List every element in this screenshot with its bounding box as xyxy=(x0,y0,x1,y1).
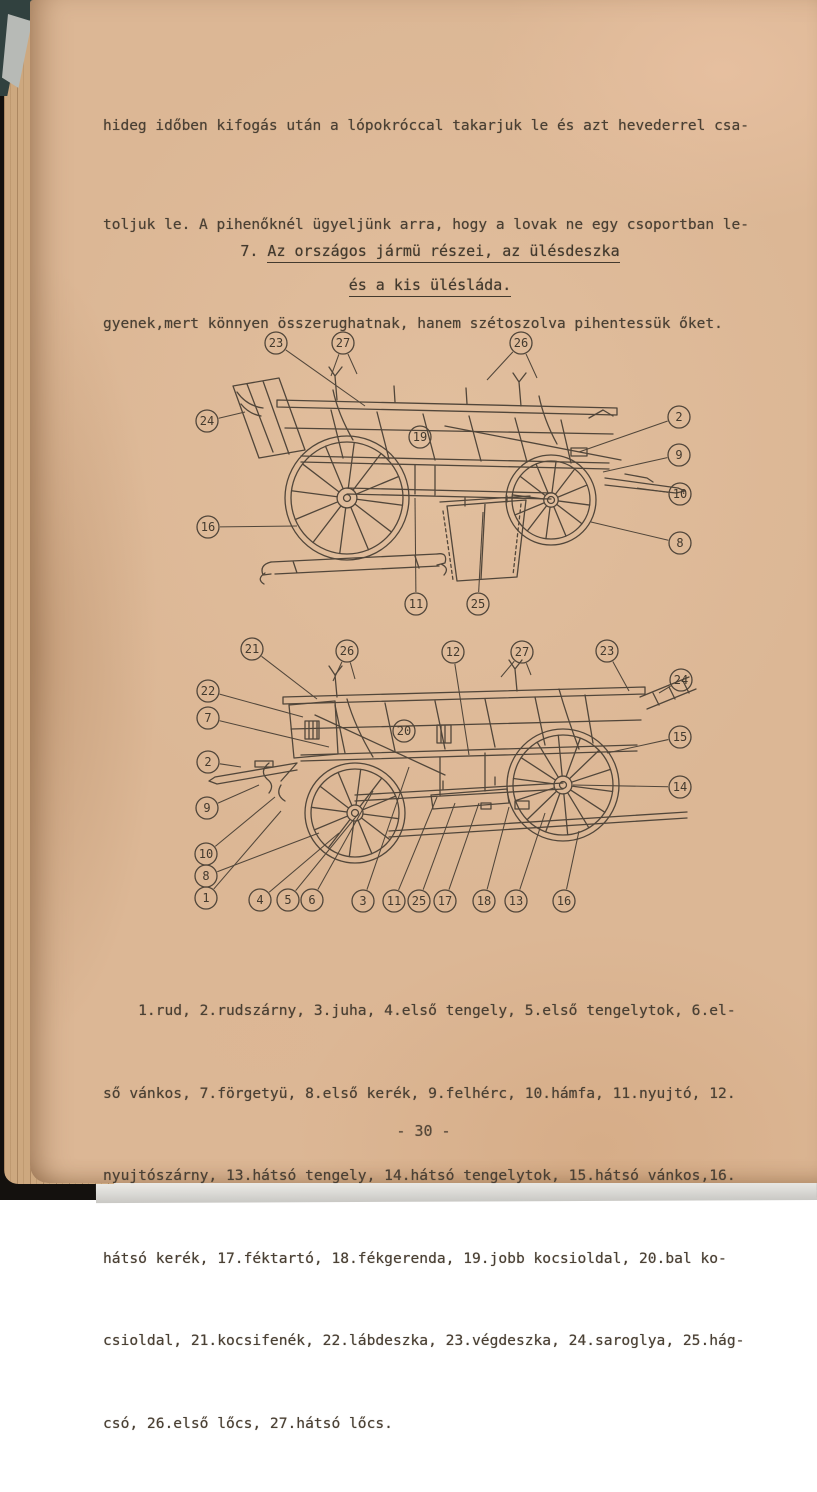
callout-leader-line xyxy=(573,785,668,787)
callout-leader-line xyxy=(603,458,667,472)
callout-number: 5 xyxy=(284,893,292,907)
callout-5 xyxy=(277,889,299,911)
callout-26 xyxy=(510,332,532,354)
callout-6 xyxy=(301,889,323,911)
callout-1 xyxy=(195,887,217,909)
callout-leader-line xyxy=(526,354,537,378)
callout-leader-line xyxy=(220,694,303,717)
callout-22 xyxy=(197,680,219,702)
paragraph-line: gyenek,mert könnyen összerughatnak, hanem szétoszolva pihentessük őket. xyxy=(103,316,723,332)
callout-13 xyxy=(505,890,527,912)
callout-number: 25 xyxy=(470,597,486,611)
section-title-line1: Az országos jármü részei, az ülésdeszka xyxy=(267,242,619,263)
paragraph-line: toljuk le. A pihenőknél ügyeljünk arra, hogy a lovak ne egy csoportban le- xyxy=(103,217,750,233)
callout-8 xyxy=(195,865,217,887)
callout-number: 23 xyxy=(599,644,615,658)
callout-25 xyxy=(408,890,430,912)
legend-line: ső vánkos, 7.förgetyü, 8.első kerék, 9.felhérc, 10.hámfa, 11.nyujtó, 12. xyxy=(103,1084,736,1102)
callout-number: 26 xyxy=(513,336,529,350)
callout-leader-line xyxy=(501,661,514,677)
callout-18 xyxy=(473,890,495,912)
callout-leader-line xyxy=(613,662,629,691)
heading-line-2 xyxy=(103,268,757,302)
callout-number: 17 xyxy=(437,894,453,908)
callout-2 xyxy=(197,751,219,773)
callout-leader-line xyxy=(220,526,297,527)
callout-16 xyxy=(553,890,575,912)
callout-23 xyxy=(596,640,618,662)
front-wheel xyxy=(305,763,405,863)
callout-number: 8 xyxy=(202,869,210,883)
callout-26 xyxy=(336,640,358,662)
callout-leader-line xyxy=(269,833,339,892)
callout-leader-line xyxy=(487,352,513,380)
page-surface xyxy=(30,0,817,1432)
callout-3 xyxy=(352,890,374,912)
paragraph-line: hideg időben kifogás után a lópokróccal takarjuk le és azt hevederrel csa- xyxy=(103,118,750,134)
callout-number: 9 xyxy=(675,448,683,462)
legend-line: csioldal, 21.kocsifenék, 22.lábdeszka, 23.végdeszka, 24.saroglya, 25.hág- xyxy=(103,1332,745,1349)
callout-2 xyxy=(668,406,690,428)
callout-12 xyxy=(442,641,464,663)
callout-number: 27 xyxy=(514,645,530,659)
callout-number: 11 xyxy=(408,597,424,611)
parts-legend xyxy=(103,942,744,1492)
callout-23 xyxy=(265,332,287,354)
callout-leader-line xyxy=(286,350,365,406)
callout-number: 23 xyxy=(268,336,284,350)
callout-9 xyxy=(196,797,218,819)
legend-line: 1.rud, 2.rudszárny, 3.juha, 4.első tengely, 5.első tengelytok, 6.el- xyxy=(103,1002,736,1019)
callout-8 xyxy=(669,532,691,554)
callout-number: 15 xyxy=(672,730,688,744)
callout-leader-line xyxy=(262,656,317,699)
callout-24 xyxy=(670,669,692,691)
callout-14 xyxy=(669,776,691,798)
callout-number: 18 xyxy=(476,894,492,908)
callout-15 xyxy=(669,726,691,748)
callout-number: 3 xyxy=(359,894,367,908)
callout-number: 24 xyxy=(673,673,689,687)
callout-leader-line xyxy=(217,833,319,872)
callout-number: 10 xyxy=(672,487,688,501)
callout-number: 14 xyxy=(672,780,688,794)
callout-number: 22 xyxy=(200,684,216,698)
callout-21 xyxy=(241,638,263,660)
section-number: 7. xyxy=(240,242,259,260)
callout-number: 21 xyxy=(244,642,260,656)
callout-leader-line xyxy=(415,498,416,592)
callout-7 xyxy=(197,707,219,729)
callout-27 xyxy=(332,332,354,354)
figure-wagon-diagram-1 xyxy=(185,330,705,620)
callout-number: 27 xyxy=(335,336,351,350)
callout-leader-line xyxy=(214,811,281,889)
callout-leader-line xyxy=(220,764,241,767)
callout-number: 16 xyxy=(556,894,572,908)
callout-number: 26 xyxy=(339,644,355,658)
callout-leader-line xyxy=(449,803,479,890)
figure-wagon-diagram-2 xyxy=(185,635,705,925)
callout-number: 1 xyxy=(202,891,210,905)
callout-number: 19 xyxy=(412,430,428,444)
callout-leader-line xyxy=(348,354,357,374)
callout-leader-line xyxy=(219,412,245,418)
callout-leader-line xyxy=(333,662,342,681)
callout-number: 16 xyxy=(200,520,216,534)
callout-leader-line xyxy=(579,421,668,452)
callout-19 xyxy=(409,426,431,448)
wagon-line-art-2 xyxy=(209,660,696,863)
callout-leader-line xyxy=(215,797,275,846)
callout-10 xyxy=(195,843,217,865)
callout-number: 10 xyxy=(198,847,214,861)
callout-number: 2 xyxy=(675,410,683,424)
wagon-line-art-1 xyxy=(233,367,688,584)
callout-leader-line xyxy=(487,807,509,889)
legend-line: csó, 26.első lőcs, 27.hátsó lőcs. xyxy=(103,1414,393,1432)
callout-number: 20 xyxy=(396,724,412,738)
callout-number: 8 xyxy=(676,536,684,550)
callout-leader-line xyxy=(455,664,469,755)
callout-leader-line xyxy=(591,522,668,540)
callout-11 xyxy=(405,593,427,615)
heading-line-1 xyxy=(103,234,757,268)
callout-number: 13 xyxy=(508,894,524,908)
callout-20 xyxy=(393,720,415,742)
callout-number: 11 xyxy=(386,894,402,908)
callout-25 xyxy=(467,593,489,615)
callout-number: 12 xyxy=(445,645,461,659)
callout-4 xyxy=(249,889,271,911)
legend-line: nyujtószárny, 13.hátsó tengely, 14.hátsó tengelytok, 15.hátsó vánkos,16. xyxy=(103,1167,736,1184)
callout-24 xyxy=(196,410,218,432)
callout-number: 24 xyxy=(199,414,215,428)
rear-wheel xyxy=(285,436,409,560)
callout-16 xyxy=(197,516,219,538)
section-title-line2: és a kis ülésláda. xyxy=(349,276,512,297)
callout-10 xyxy=(669,483,691,505)
callout-number: 4 xyxy=(256,893,264,907)
callout-number: 9 xyxy=(203,801,211,815)
callout-leader-line xyxy=(637,488,668,492)
callout-leader-line xyxy=(526,663,531,675)
section-heading xyxy=(103,234,757,302)
callout-9 xyxy=(668,444,690,466)
callout-leader-line xyxy=(350,663,355,679)
callout-11 xyxy=(383,890,405,912)
page-number: - 30 - xyxy=(396,1122,451,1140)
callout-number: 6 xyxy=(308,893,316,907)
callout-number: 25 xyxy=(411,894,427,908)
callout-number: 2 xyxy=(204,755,212,769)
legend-line: hátsó kerék, 17.féktartó, 18.fékgerenda, 19.jobb kocsioldal, 20.bal ko- xyxy=(103,1249,727,1267)
callout-17 xyxy=(434,890,456,912)
callout-leader-line xyxy=(423,803,455,890)
callout-number: 7 xyxy=(204,711,212,725)
callout-leader-line xyxy=(218,785,259,803)
